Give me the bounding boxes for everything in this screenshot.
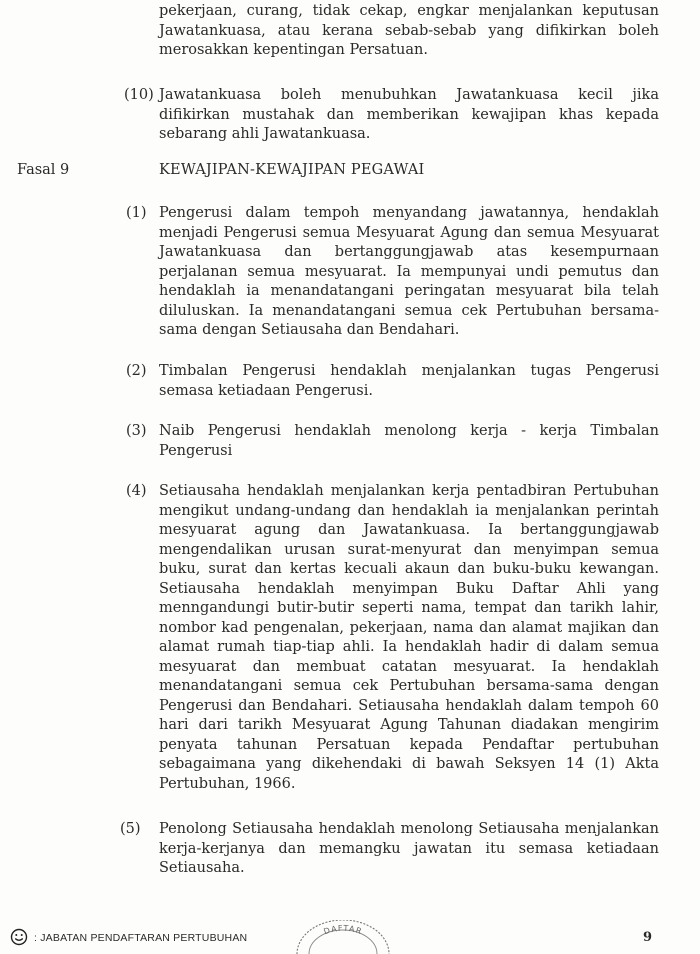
official-seal-icon <box>288 920 398 954</box>
item-2-number: (2) <box>126 363 147 379</box>
page-number: 9 <box>642 930 652 945</box>
section-label: Fasal 9 <box>17 162 70 178</box>
top-paragraph: pekerjaan, curang, tidak cekap, engkar menjalankan keputusan Jawatankuasa, atau kerana sebab-sebab yang difikirkan boleh merosakkan kepentingan Persatuan. <box>159 3 659 58</box>
svg-text:DAFTAR <box>323 924 364 937</box>
section-title: KEWAJIPAN-KEWAJIPAN PEGAWAI <box>159 162 425 178</box>
item-1-text: Pengerusi dalam tempoh menyandang jawatannya, hendaklah menjadi Pengerusi semua Mesyuarat Agung dan semua Mesyuarat Jawatankuasa dan bertanggungjawab atas kesempurnaan perjalanan semua mesyuarat. Ia mempunyai undi pemutus dan hendaklah ia menandatangani peringatan mesyuarat bila telah diluluskan. Ia menandatangani semua cek Pertubuhan bersama-sama dengan Setiausaha dan Bendahari. <box>159 205 659 338</box>
seal-text: DAFTAR <box>322 923 364 937</box>
clause-10-text: Jawatankuasa boleh menubuhkan Jawatankuasa kecil jika difikirkan mustahak dan memberikan kewajipan khas kepada sebarang ahli Jawatankuasa. <box>159 87 659 142</box>
item-5-number: (5) <box>120 821 141 837</box>
item-3-number: (3) <box>126 423 147 439</box>
item-2-text: Timbalan Pengerusi hendaklah menjalankan tugas Pengerusi semasa ketiadaan Pengerusi. <box>159 363 659 399</box>
clause-10-number: (10) <box>124 87 154 103</box>
footer-agency-text: : JABATAN PENDAFTARAN PERTUBUHAN <box>34 932 248 944</box>
smiley-icon <box>10 928 28 946</box>
item-1-number: (1) <box>126 205 147 221</box>
item-4-text: Setiausaha hendaklah menjalankan kerja pentadbiran Pertubuhan mengikut undang-undang dan hendaklah ia menjalankan perintah mesyuarat agung dan Jawatankuasa. Ia bertanggungjawab mengendalikan urusan surat-menyurat dan menyimpan semua buku, surat dan kertas kecuali akaun dan buku-buku kewangan. Setiausaha hendaklah menyimpan Buku Daftar Ahli yang menngandungi butir-butir seperti nama, tempat dan tarikh lahir, nombor kad pengenalan, pekerjaan, nama dan alamat majikan dan alamat rumah tiap-tiap ahli. Ia hendaklah hadir di dalam semua mesyuarat dan membuat catatan mesyuarat. Ia hendaklah menandatangani semua cek Pertubuhan bersama-sama dengan Pengerusi dan Bendahari. Setiausaha hendaklah dalam tempoh 60 hari dari tarikh Mesyuarat Agung Tahunan diadakan mengirim penyata tahunan Persatuan kepada Pendaftar pertubuhan sebagaimana yang dikehendaki di bawah Seksyen 14 (1) Akta Pertubuhan, 1966. <box>159 483 659 792</box>
page-footer <box>10 923 690 950</box>
item-5-text: Penolong Setiausaha hendaklah menolong Setiausaha menjalankan kerja-kerjanya dan memangku jawatan itu semasa ketiadaan Setiausaha. <box>159 821 659 876</box>
item-4-number: (4) <box>126 483 147 499</box>
item-3-text: Naib Pengerusi hendaklah menolong kerja - kerja Timbalan Pengerusi <box>159 423 659 459</box>
